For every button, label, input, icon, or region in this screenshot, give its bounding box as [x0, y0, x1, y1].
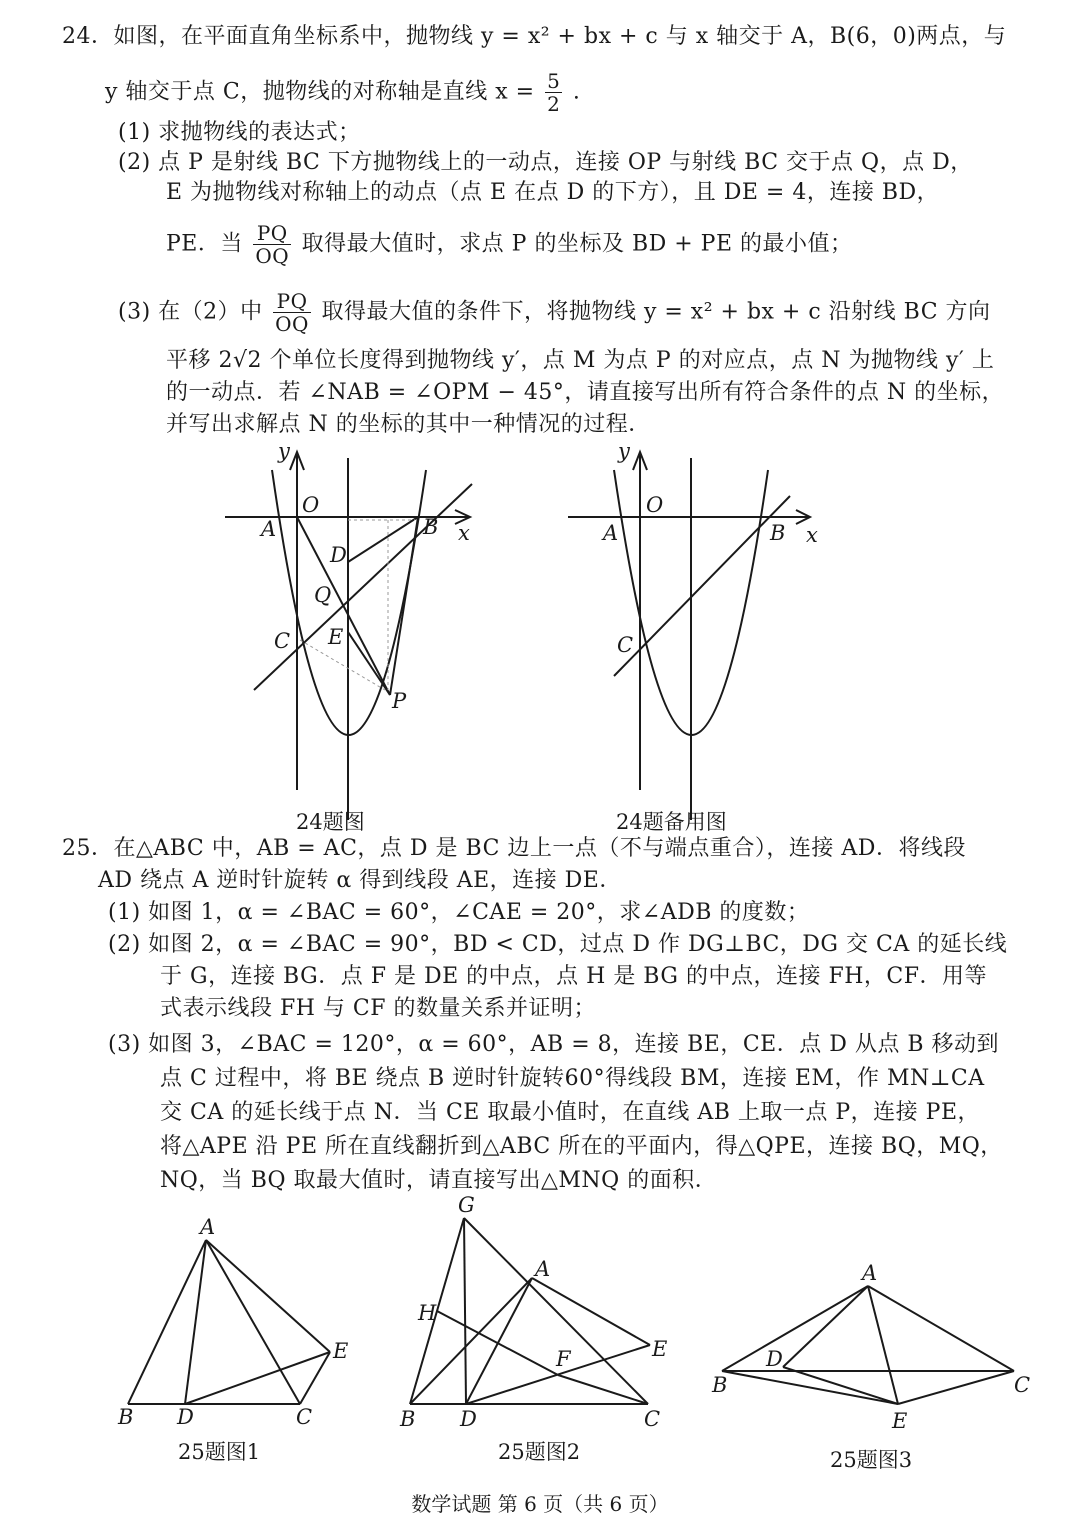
origin-label: O	[302, 493, 320, 517]
point-c-label: C	[274, 629, 291, 653]
q25-part-3-line-5: NQ，当 BQ 取最大值时，请直接写出△MNQ 的面积．	[160, 1168, 718, 1193]
q24-part-3-line-4: 并写出求解点 N 的坐标的其中一种情况的过程．	[166, 412, 651, 437]
q25-part-3-line-2: 点 C 过程中，将 BE 绕点 B 逆时针旋转60°得线段 BM，连接 EM，作 MN⊥CA	[160, 1066, 985, 1091]
point-a-label: A	[603, 521, 619, 545]
q24-part-3-line-3: 的一动点．若 ∠NAB = ∠OPM − 45°，请直接写出所有符合条件的点 N 的坐标，	[166, 380, 1005, 405]
page-footer: 数学试题 第 6 页（共 6 页）	[411, 1492, 669, 1516]
point-e-label: E	[652, 1337, 668, 1361]
point-d-label: D	[330, 543, 347, 567]
point-e-label: E	[892, 1409, 908, 1433]
point-e-label: E	[328, 625, 344, 649]
point-c-label: C	[617, 633, 634, 657]
point-c-label: C	[1014, 1373, 1031, 1397]
point-g-label: G	[458, 1193, 475, 1217]
point-p-label: P	[392, 689, 407, 713]
q24-part-3-line-2: 平移 2√2 个单位长度得到抛物线 y′，点 M 为点 P 的对应点，点 N 为抛物线 y′ 上	[166, 348, 995, 373]
point-b-label: B	[770, 521, 786, 545]
x-axis-label: x	[806, 523, 818, 547]
figure-25-3-caption: 25题图3	[830, 1448, 913, 1472]
q25-part-3-line-3: 交 CA 的延长线于点 N．当 CE 取最小值时，在直线 AB 上取一点 P，连接 PE，	[160, 1100, 981, 1125]
point-a-label: A	[200, 1215, 216, 1239]
point-d-label: D	[766, 1347, 783, 1371]
q24-part-3-line-1b: 取得最大值的条件下，将抛物线 y = x² + bx + c 沿射线 BC 方向	[321, 299, 991, 325]
point-a-label: A	[261, 517, 277, 541]
point-d-label: D	[460, 1407, 477, 1431]
point-c-label: C	[644, 1407, 661, 1431]
q25-part-2-line-2: 于 G，连接 BG．点 F 是 DE 的中点，点 H 是 BG 的中点，连接 FH，CF．用等	[160, 964, 987, 989]
q25-part-2-line-1: (2) 如图 2，α = ∠BAC = 90°，BD < CD，过点 D 作 DG⊥BC，DG 交 CA 的延长线	[108, 932, 1008, 957]
q24-part-2-line-1: (2) 点 P 是射线 BC 下方抛物线上的一动点，连接 OP 与射线 BC 交于点 Q，点 D，	[118, 150, 973, 175]
figure-25-1-caption: 25题图1	[178, 1440, 261, 1464]
point-h-label: H	[418, 1301, 437, 1325]
y-axis-label: y	[618, 439, 630, 463]
point-q-label: Q	[314, 583, 332, 607]
fraction-denominator: 2	[547, 92, 561, 116]
q24-line-1: 24．如图，在平面直角坐标系中，抛物线 y = x² + bx + c 与 x 轴交于 A，B(6，0)两点，与	[62, 24, 1007, 49]
q24-part-3-line-1a: (3) 在（2）中	[118, 299, 263, 325]
point-a-label: A	[862, 1261, 878, 1285]
point-f-label: F	[556, 1347, 571, 1371]
origin-label: O	[646, 493, 664, 517]
fraction-numerator: PQ	[253, 222, 291, 245]
fraction-denominator: OQ	[275, 312, 309, 336]
q25-line-2: AD 绕点 A 逆时针旋转 α 得到线段 AE，连接 DE．	[98, 868, 622, 893]
point-b-label: B	[400, 1407, 416, 1431]
fraction-numerator: 5	[547, 69, 561, 93]
q25-line-1: 25．在△ABC 中，AB = AC，点 D 是 BC 边上一点（不与端点重合），连接 AD．将线段	[62, 836, 966, 861]
point-b-label: B	[118, 1405, 134, 1429]
point-e-label: E	[333, 1339, 349, 1363]
q24-part-2-line-3b: 取得最大值时，求点 P 的坐标及 BD + PE 的最小值；	[301, 231, 853, 257]
figure-25-2-caption: 25题图2	[498, 1440, 581, 1464]
fraction-denominator: OQ	[255, 244, 290, 268]
fraction-numerator: PQ	[273, 290, 311, 313]
point-c-label: C	[296, 1405, 313, 1429]
q25-part-1: (1) 如图 1，α = ∠BAC = 60°，∠CAE = 20°，求∠ADB 的度数；	[108, 900, 810, 925]
y-axis-label: y	[278, 439, 290, 463]
figure-24-caption: 24题图	[296, 810, 365, 834]
point-d-label: D	[177, 1405, 194, 1429]
q25-part-3-line-4: 将△APE 沿 PE 所在直线翻折到△ABC 所在的平面内，得△QPE，连接 BQ，MQ，	[160, 1134, 1003, 1159]
q25-part-2-line-3: 式表示线段 FH 与 CF 的数量关系并证明；	[160, 996, 597, 1021]
q25-part-3-line-1: (3) 如图 3，∠BAC = 120°，α = 60°，AB = 8，连接 BE，CE．点 D 从点 B 移动到	[108, 1032, 1000, 1057]
point-b-label: B	[712, 1373, 728, 1397]
point-a-label: A	[535, 1257, 551, 1281]
figure-24-backup-caption: 24题备用图	[616, 810, 727, 834]
q24-part-2-line-3a: PE．当	[166, 231, 243, 257]
q24-line-2-end: .	[572, 79, 581, 105]
q24-part-1: (1) 求抛物线的表达式；	[118, 120, 361, 145]
point-b-label: B	[423, 515, 439, 539]
q24-part-2-line-2: E 为抛物线对称轴上的动点（点 E 在点 D 的下方），且 DE = 4，连接 BD，	[166, 180, 940, 205]
q24-line-2-text: y 轴交于点 C，抛物线的对称轴是直线 x =	[105, 79, 535, 105]
x-axis-label: x	[458, 521, 470, 545]
